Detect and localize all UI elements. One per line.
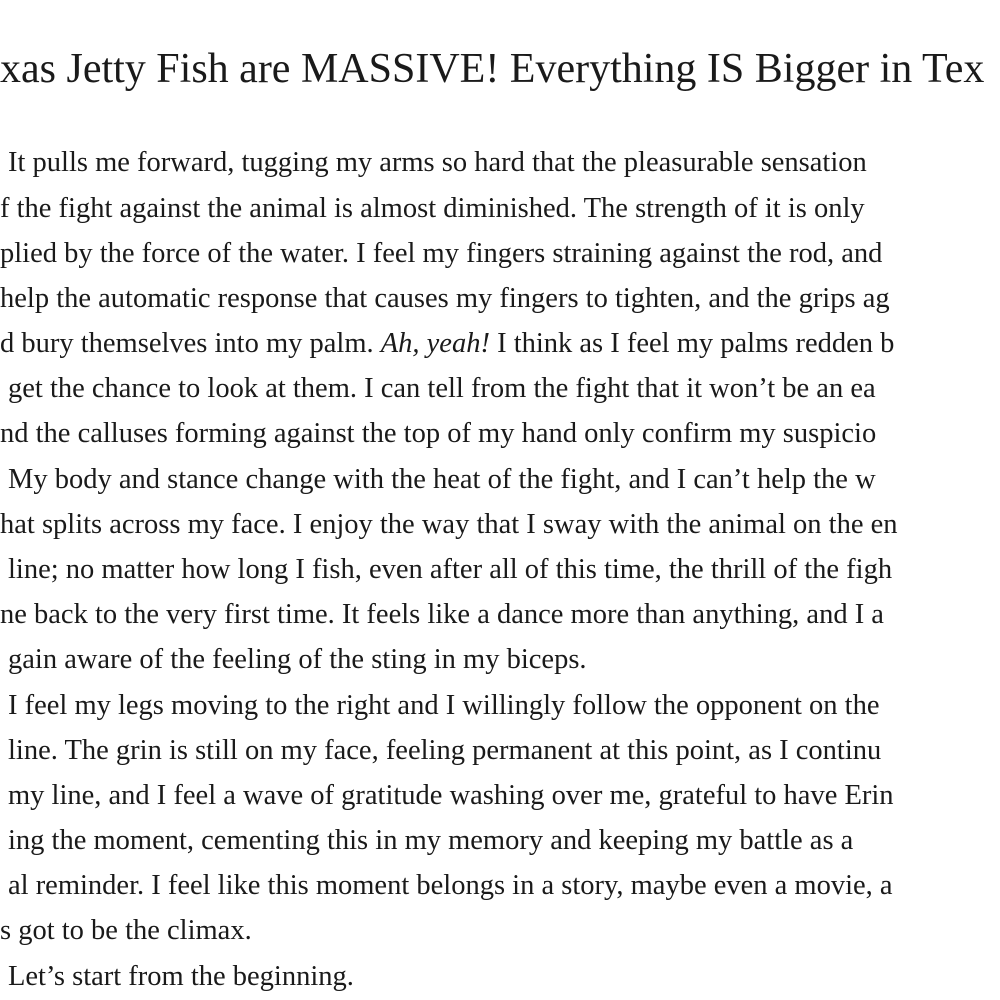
body-line-7: nd the calluses forming against the top of my hand only confirm my suspicio [0, 418, 877, 449]
body-line-16: ing the moment, cementing this in my memory and keeping my battle as a [8, 825, 854, 856]
body-line-2: f the fight against the animal is almost diminished. The strength of it is only [0, 193, 865, 224]
body-line-1: It pulls me forward, tugging my arms so hard that the pleasurable sensation [8, 147, 867, 178]
body-line-8: My body and stance change with the heat of the fight, and I can’t help the w [8, 464, 876, 495]
body-line-11: ne back to the very first time. It feels like a dance more than anything, and I a [0, 599, 884, 630]
italic-exclamation: Ah, yeah! [380, 328, 490, 359]
body-line-13: I feel my legs moving to the right and I willingly follow the opponent on the [8, 690, 880, 721]
body-line-9: hat splits across my face. I enjoy the way that I sway with the animal on the en [0, 509, 898, 540]
body-line-15: my line, and I feel a wave of gratitude washing over me, grateful to have Erin [8, 780, 894, 811]
body-line-5 [0, 324, 894, 364]
body-line-6: get the chance to look at them. I can tell from the fight that it won’t be an ea [8, 373, 876, 404]
body-line-18: s got to be the climax. [0, 915, 252, 946]
body-line-14: line. The grin is still on my face, feeling permanent at this point, as I continu [8, 735, 882, 766]
article-title: xas Jetty Fish are MASSIVE! Everything IS Bigger in Tex [0, 46, 985, 92]
body-line-10: line; no matter how long I fish, even after all of this time, the thrill of the figh [8, 554, 893, 585]
body-line-17: al reminder. I feel like this moment belongs in a story, maybe even a movie, a [8, 870, 893, 901]
body-line-5-start: d bury themselves into my palm. [0, 328, 374, 359]
body-line-12: gain aware of the feeling of the sting in my biceps. [8, 644, 587, 675]
body-line-4: help the automatic response that causes my fingers to tighten, and the grips ag [0, 283, 890, 314]
body-line-5-end: I think as I feel my palms redden b [497, 328, 895, 359]
body-line-19: Let’s start from the beginning. [8, 961, 354, 992]
body-line-3: plied by the force of the water. I feel my fingers straining against the rod, and [0, 238, 883, 269]
